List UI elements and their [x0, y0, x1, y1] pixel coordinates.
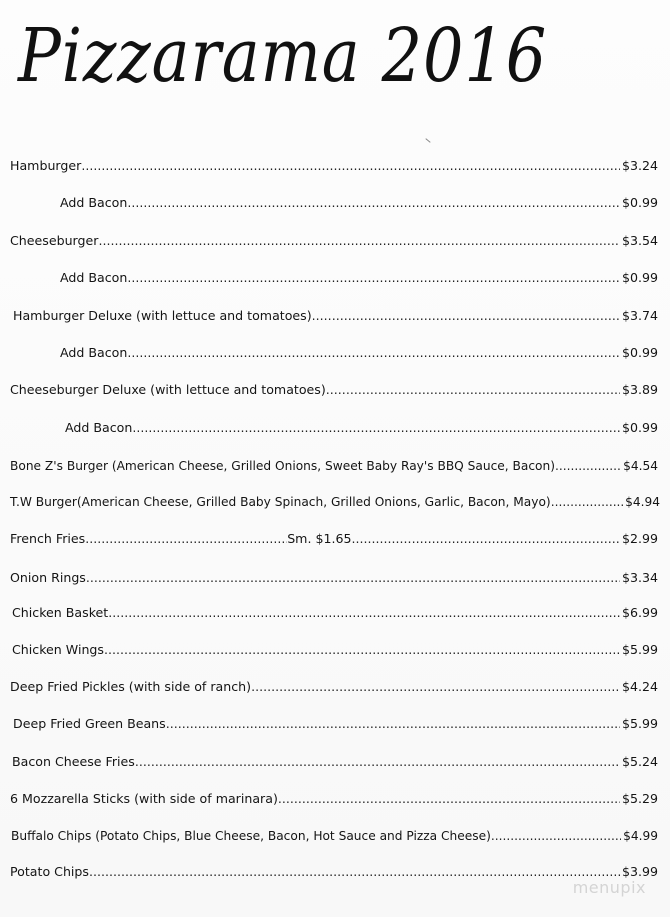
item-price: $3.34	[621, 570, 658, 585]
item-name: Add Bacon	[60, 270, 128, 285]
menu-item-hamburger	[10, 156, 658, 176]
dot-leader	[98, 231, 620, 251]
item-name: Hamburger Deluxe (with lettuce and tomatoes)	[13, 308, 312, 323]
menu-item-tw-burger	[10, 492, 660, 512]
menu-item-hamburger-deluxe	[13, 306, 658, 326]
dot-leader	[312, 306, 620, 326]
item-name: Cheeseburger	[10, 233, 99, 248]
item-price: $5.29	[621, 791, 658, 806]
menu-item-french-fries	[10, 529, 658, 549]
dot-leader	[89, 862, 620, 882]
menu-item-mozzarella-sticks	[10, 789, 658, 809]
dot-leader	[326, 380, 620, 400]
item-price: $3.24	[621, 158, 658, 173]
dot-leader	[81, 156, 620, 176]
item-name: Bone Z's Burger (American Cheese, Grilled Onions, Sweet Baby Ray's BBQ Sauce, Bacon)	[10, 459, 555, 473]
dot-leader	[278, 789, 620, 809]
menu-item-cheeseburger-deluxe	[10, 380, 658, 400]
menu-item-chicken-wings	[12, 640, 658, 660]
item-price: $2.99	[621, 531, 658, 546]
dot-leader	[352, 529, 620, 549]
dot-leader	[127, 343, 620, 363]
menu-item-buffalo-chips	[11, 826, 658, 846]
dot-leader	[166, 714, 620, 734]
item-name: Hamburger	[10, 158, 82, 173]
item-name: Chicken Basket	[12, 605, 109, 620]
dot-leader	[108, 603, 620, 623]
dot-leader	[127, 193, 620, 213]
menu-item-chicken-basket	[12, 603, 658, 623]
dot-leader	[491, 826, 621, 846]
dot-leader	[551, 492, 623, 512]
item-name: Potato Chips	[10, 864, 89, 879]
item-price: $3.54	[621, 233, 658, 248]
item-price: $4.24	[621, 679, 658, 694]
item-price: $6.99	[621, 605, 658, 620]
menu-item-add-bacon	[60, 193, 658, 213]
item-name: Buffalo Chips (Potato Chips, Blue Cheese, Bacon, Hot Sauce and Pizza Cheese)	[11, 829, 491, 843]
item-name: Chicken Wings	[12, 642, 104, 657]
menupix-watermark: menupix	[572, 878, 646, 897]
item-name: French Fries	[10, 531, 86, 546]
item-name: Bacon Cheese Fries	[12, 754, 135, 769]
item-price: $3.89	[621, 382, 658, 397]
item-price: $4.99	[623, 829, 658, 843]
item-name: Deep Fried Green Beans	[13, 716, 166, 731]
item-name: Onion Rings	[10, 570, 86, 585]
item-price: $5.99	[621, 716, 658, 731]
item-price: $4.94	[625, 495, 660, 509]
item-price: $5.99	[621, 642, 658, 657]
item-name: T.W Burger(American Cheese, Grilled Baby Spinach, Grilled Onions, Garlic, Bacon, Mayo)	[10, 495, 551, 509]
item-name: Deep Fried Pickles (with side of ranch)	[10, 679, 252, 694]
menu-item-add-bacon	[60, 268, 658, 288]
item-price: $0.99	[621, 420, 658, 435]
menu-item-bone-z-burger	[10, 456, 658, 476]
menu-item-deep-fried-pickles	[10, 677, 658, 697]
item-name: Add Bacon	[65, 420, 133, 435]
item-price: $5.24	[621, 754, 658, 769]
dot-leader	[135, 752, 620, 772]
dot-leader	[555, 456, 621, 476]
item-small-price: Sm. $1.65	[287, 531, 352, 546]
menu-item-bacon-cheese-fries	[12, 752, 658, 772]
dot-leader	[85, 529, 287, 549]
item-name: Add Bacon	[60, 345, 128, 360]
menu-item-cheeseburger	[10, 231, 658, 251]
dot-leader	[127, 268, 620, 288]
item-price: $4.54	[623, 459, 658, 473]
item-name: Add Bacon	[60, 195, 128, 210]
item-name: 6 Mozzarella Sticks (with side of marinara)	[10, 791, 278, 806]
item-price: $3.74	[621, 308, 658, 323]
menu-title: Pizzarama 2016	[18, 13, 548, 99]
item-price: $0.99	[621, 195, 658, 210]
dot-leader	[86, 568, 620, 588]
menu-item-add-bacon	[60, 343, 658, 363]
menu-item-potato-chips	[10, 862, 658, 882]
dot-leader	[132, 418, 620, 438]
menu-item-add-bacon	[65, 418, 658, 438]
item-price: $0.99	[621, 270, 658, 285]
item-price: $3.99	[621, 864, 658, 879]
dot-leader	[104, 640, 620, 660]
item-price: $0.99	[621, 345, 658, 360]
dot-leader	[251, 677, 620, 697]
menu-item-onion-rings	[10, 568, 658, 588]
item-name: Cheeseburger Deluxe (with lettuce and tomatoes)	[10, 382, 326, 397]
menu-item-deep-fried-green-beans	[13, 714, 658, 734]
